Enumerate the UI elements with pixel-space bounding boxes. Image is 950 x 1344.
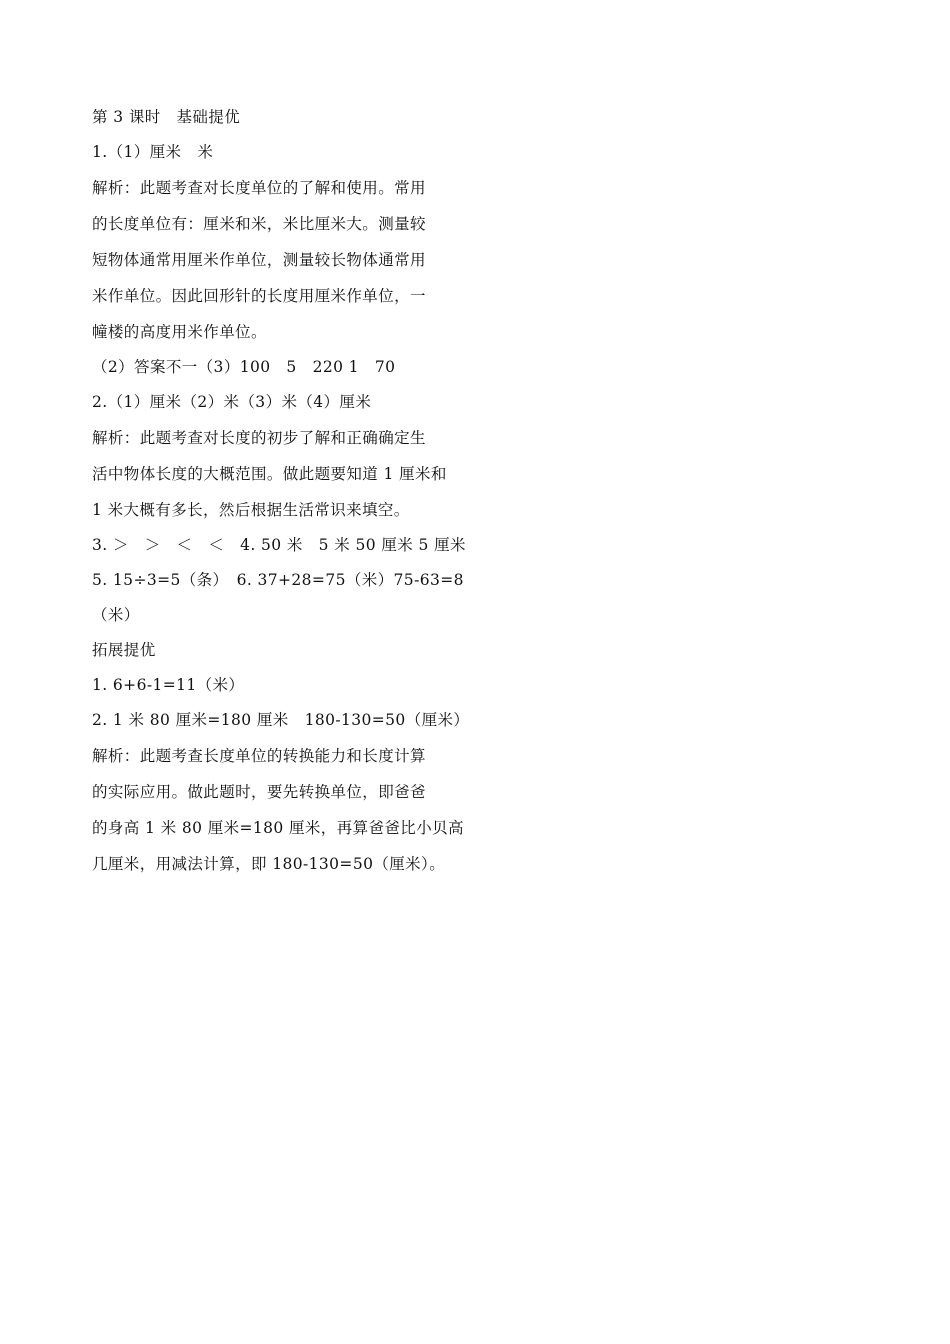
section-title: 第 3 课时 基础提优 (92, 108, 241, 126)
extension-answer-1: 1. 6+6-1=11（米） (92, 676, 245, 694)
analysis-text-line: 活中物体长度的大概范围。做此题要知道 1 厘米和 (92, 465, 447, 483)
analysis-text-line: 解析：此题考查对长度的初步了解和正确确定生 (92, 429, 426, 447)
answer-1-part-2-3: （2）答案不一（3）100 5 220 1 70 (92, 358, 396, 376)
answer-content (92, 100, 472, 882)
analysis-text-line: 的身高 1 米 80 厘米=180 厘米，再算爸爸比小贝高 (92, 819, 464, 837)
analysis-text-line: 解析：此题考查长度单位的转换能力和长度计算 (92, 747, 426, 765)
extension-answer-2: 2. 1 米 80 厘米=180 厘米 180-130=50（厘米） (92, 711, 470, 729)
answer-5-6: 5. 15÷3=5（条） 6. 37+28=75（米）75-63=8 (92, 571, 464, 589)
analysis-text-line: 的实际应用。做此题时，要先转换单位，即爸爸 (92, 783, 426, 801)
answer-2: 2.（1）厘米（2）米（3）米（4）厘米 (92, 393, 372, 411)
analysis-text-line: 米作单位。因此回形针的长度用厘米作单位，一 (92, 287, 426, 305)
analysis-text-line: 解析：此题考查对长度单位的了解和使用。常用 (92, 179, 426, 197)
analysis-text-line: 的长度单位有：厘米和米，米比厘米大。测量较 (92, 215, 426, 233)
section-title-extension: 拓展提优 (92, 641, 156, 659)
answer-1-part-1: 1.（1）厘米 米 (92, 143, 214, 161)
answer-6-unit: （米） (92, 606, 140, 624)
analysis-text-line: 1 米大概有多长，然后根据生活常识来填空。 (92, 501, 410, 519)
answer-3-4: 3. ＞ ＞ ＜ ＜ 4. 50 米 5 米 50 厘米 5 厘米 (92, 536, 466, 554)
analysis-text-line: 几厘米，用减法计算，即 180-130=50（厘米）。 (92, 855, 446, 873)
analysis-text-line: 幢楼的高度用米作单位。 (92, 323, 267, 341)
analysis-text-line: 短物体通常用厘米作单位，测量较长物体通常用 (92, 251, 426, 269)
